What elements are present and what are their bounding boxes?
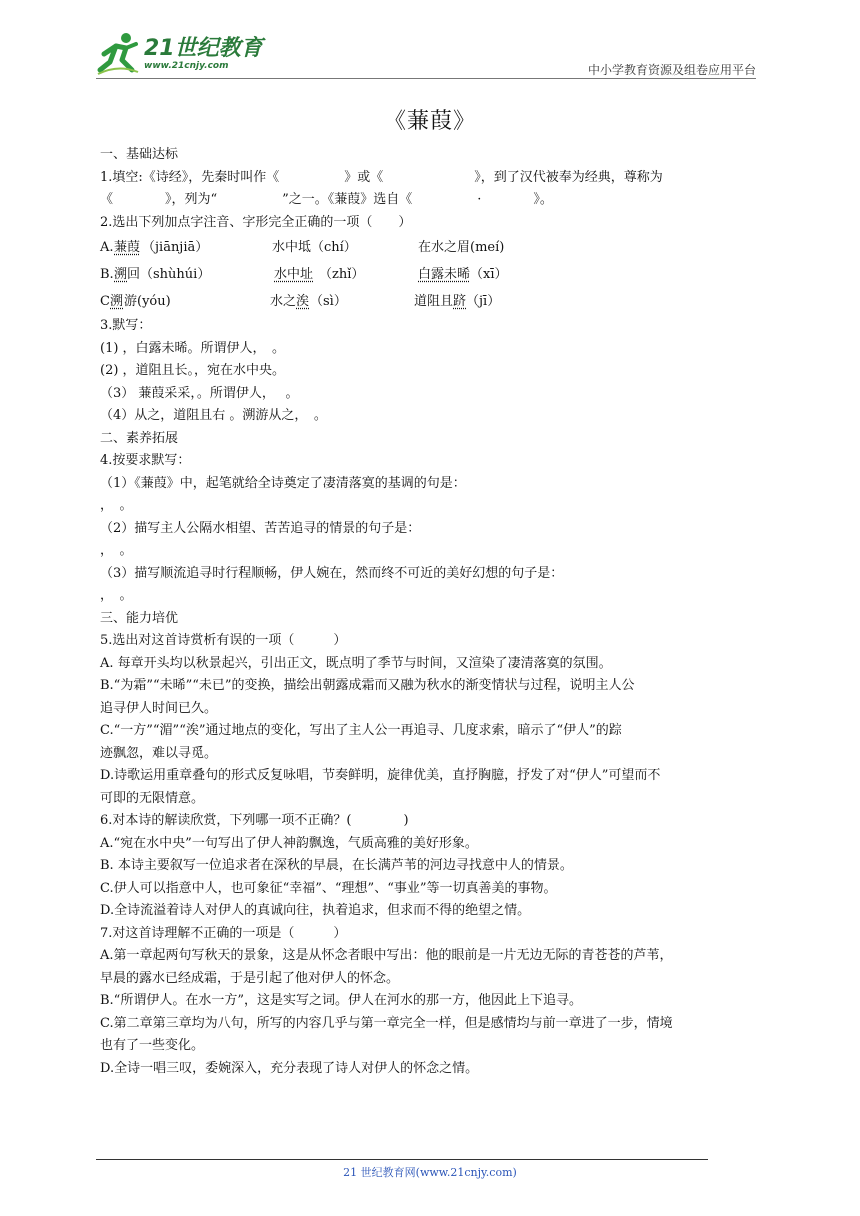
option-item: 回（shùhúi）	[127, 267, 211, 282]
option-c	[100, 288, 764, 315]
question-3: 3.默写：	[100, 318, 152, 333]
sub-question: （2）描写主人公隔水相望、苦苦追寻的情景的句子是：	[100, 520, 421, 536]
site-logo[interactable]	[96, 30, 263, 76]
section-heading: 三、能力培优	[100, 610, 179, 626]
runner-logo-icon	[96, 30, 140, 76]
sub-question: （1）《蒹葭》中，起笔就给全诗奠定了凄清落寞的基调的句是：	[100, 475, 466, 491]
pinyin: （jiānjiā）	[142, 240, 209, 255]
choice-a: A. 每章开头均以秋景起兴，引出正文，既点明了季节与时间，又渲染了凄清落寞的氛围。	[100, 655, 612, 671]
question-4: 4.按要求默写：	[100, 453, 191, 468]
dictation-line: （4）从之，道阻且右 。溯游从之， 。	[100, 408, 327, 423]
choice-a: A.第一章起两句写秋天的景象，这是从怀念者眼中写出：他的眼前是一片无边无际的青苍苍的芦苇，	[100, 948, 673, 963]
logo-url: www.21cnjy.com	[144, 61, 229, 71]
choice-d-cont: 可即的无限情意。	[100, 790, 205, 806]
pinyin: （jī）	[466, 294, 501, 309]
choice-c-cont: 迹飘忽，难以寻觅。	[100, 745, 218, 761]
page-title: 《蒹葭》	[383, 109, 476, 134]
dictation-line: (2) ，道阻且长。，宛在水中央。	[100, 363, 286, 378]
page-header	[96, 30, 756, 80]
question-6: 6.对本诗的解读欣赏，下列哪一项不正确？( )	[100, 813, 409, 828]
dictation-line: (1) ，白露未晞。所谓伊人， 。	[100, 340, 286, 356]
option-item: 道阻且	[414, 294, 454, 309]
question-2: 2.选出下列加点字注音、字形完全正确的一项（ ）	[100, 214, 412, 230]
option-b	[100, 261, 764, 288]
choice-b: B. 本诗主要叙写一位追求者在深秋的早晨，在长满芦苇的河边寻找意中人的情景。	[100, 858, 573, 873]
option-item: 水中址	[274, 267, 314, 282]
pinyin: （xī）	[470, 267, 508, 282]
platform-name: 中小学教育资源及组卷应用平台	[587, 63, 756, 77]
option-item: 白露未晞	[418, 267, 471, 282]
option-a	[100, 234, 764, 261]
section-heading: 二、素养拓展	[100, 430, 179, 446]
answer-blank: ， 。	[100, 543, 133, 558]
footer-divider	[96, 1159, 708, 1160]
pinyin: （sì）	[310, 294, 347, 309]
option-item: 游(yóu)	[124, 294, 171, 309]
answer-blank: ， 。	[100, 498, 133, 513]
dotted-chars: 溯	[110, 294, 124, 309]
dictation-line: （3） 蒹葭采采，。所谓伊人， 。	[100, 385, 299, 401]
question-7: 7.对这首诗理解不正确的一项是（ ）	[100, 925, 347, 941]
question-1: 1.填空:《诗经》，先秦时叫作《 》或《 》，到了汉代被奉为经典，尊称为	[100, 169, 663, 185]
choice-a-cont: 早晨的露水已经成霜，于是引起了他对伊人的怀念。	[100, 970, 400, 986]
choice-b: B.“所谓伊人。在水一方”，这是实写之词。伊人在河水的那一方，他因此上下追寻。	[100, 993, 582, 1008]
choice-c: C.第二章第三章均为八句，所写的内容几乎与第一章完全一样，但是感情均与前一章进了一步，情境	[100, 1015, 673, 1031]
option-item: 在水之眉(meí)	[418, 240, 505, 255]
dotted-chars: 溯	[114, 267, 128, 282]
answer-blank: ， 。	[100, 588, 133, 603]
choice-d: D.全诗流溢着诗人对伊人的真诚向往，执着追求，但求而不得的绝望之情。	[100, 903, 531, 918]
sub-question: （3）描写顺流追寻时行程顺畅，伊人婉在，然而终不可近的美好幻想的句子是：	[100, 565, 564, 581]
option-label: B.	[100, 267, 114, 282]
footer-link[interactable]: 21 世纪教育网(www.21cnjy.com)	[343, 1166, 517, 1179]
choice-c: C.伊人可以指意中人，也可象征“幸福”、“理想”、“事业”等一切真善美的事物。	[100, 880, 557, 896]
choice-b-cont: 追寻伊人时间已久。	[100, 700, 218, 716]
choice-d: D.诗歌运用重章叠句的形式反复咏唱，节奏鲜明，旋律优美，直抒胸臆，抒发了对“伊人”可望而不	[100, 768, 661, 783]
question-1-cont: 《 》，列为“ ”之一。《蒹葭》选自《 · 》。	[100, 192, 553, 207]
pinyin: （zhǐ）	[319, 267, 365, 282]
question-5: 5.选出对这首诗赏析有误的一项（ ）	[100, 633, 347, 648]
choice-c: C.“一方”“湄”“涘”通过地点的变化，写出了主人公一再追寻、几度求索，暗示了“伊人”的踪	[100, 723, 622, 738]
section-heading: 一、基础达标	[100, 147, 179, 162]
option-item: 水之	[270, 294, 297, 309]
choice-b: B.“为霜”“未晞”“未已”的变换，描绘出朝露成霜而又融为秋水的渐变情状与过程，说明主人公	[100, 678, 635, 693]
choice-c-cont: 也有了一些变化。	[100, 1038, 205, 1053]
dotted-chars: 跻	[453, 294, 467, 309]
choice-d: D.全诗一唱三叹，委婉深入，充分表现了诗人对伊人的怀念之情。	[100, 1060, 479, 1076]
document-body	[100, 144, 764, 1080]
dotted-chars: 蒹葭	[114, 240, 141, 255]
header-divider	[96, 78, 756, 79]
option-label: A.	[100, 240, 114, 255]
logo-title: 21世纪教育	[144, 36, 263, 61]
option-item: 水中坻（chí）	[272, 240, 357, 255]
option-label: C	[100, 294, 110, 309]
dotted-chars: 涘	[296, 294, 310, 309]
choice-a: A.“宛在水中央”一句写出了伊人神韵飘逸，气质高雅的美好形象。	[100, 835, 478, 851]
